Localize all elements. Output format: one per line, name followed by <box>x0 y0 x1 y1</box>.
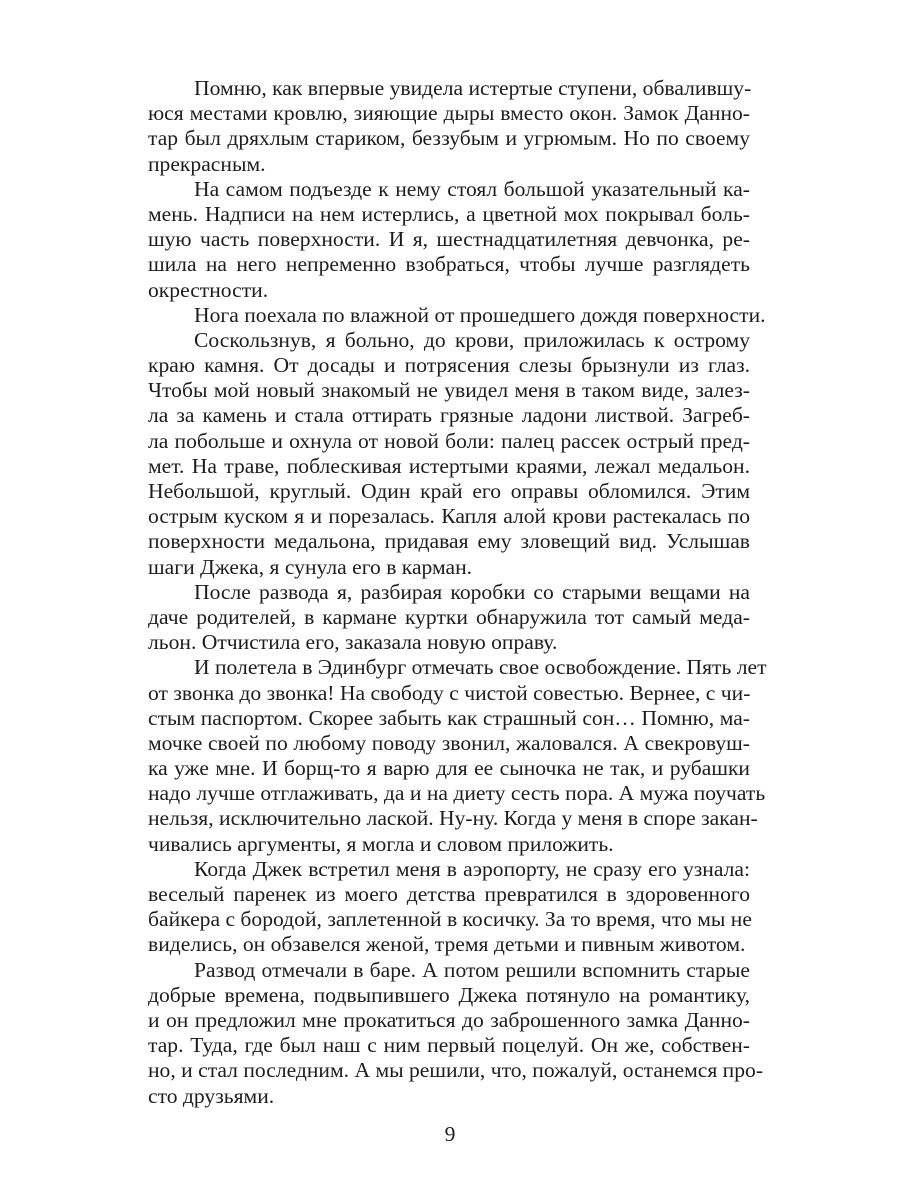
text-line: стым паспортом. Скорее забыть как страшный сон… Помню, ма- <box>148 705 750 730</box>
text-line: веселый паренек из моего детства превратился в здоровенного <box>148 882 750 906</box>
paragraph <box>148 302 766 328</box>
text-line: юся местами кровлю, зияющие дыры вместо окон. Замок Данно- <box>148 101 750 126</box>
text-line: поверхности медальона, придавая ему зловещий вид. Услышав <box>148 529 750 554</box>
text-line: Развод отмечали в баре. А потом решили вспомнить старые <box>194 957 750 982</box>
paragraph <box>148 655 767 857</box>
text-line: Помню, как впервые увидела истертые ступени, обвалившу- <box>194 76 752 100</box>
text-line: мень. Надписи на нем истерлись, а цветной мох покрывал боль- <box>148 201 750 226</box>
text-line: Чтобы мой новый знакомый не увидел меня в таком виде, залез- <box>148 378 750 403</box>
text-line: краю камня. От досады и потрясения слезы брызнули из глаз. <box>148 353 750 378</box>
body-text <box>148 76 767 1109</box>
text-line: нельзя, исключительно лаской. Ну-ну. Когда у меня в споре закан- <box>148 806 758 831</box>
text-line: И полетела в Эдинбург отмечать свое освобождение. Пять лет <box>194 655 767 680</box>
text-line: но, и стал последним. А мы решили, что, пожалуй, останемся про- <box>148 1058 764 1083</box>
text-line: шила на него непременно взобраться, чтобы лучше разглядеть <box>148 252 750 277</box>
text-line: чивались аргументы, я могла и словом приложить. <box>148 831 614 856</box>
text-line: На самом подъезде к нему стоял большой указательный ка- <box>194 176 750 201</box>
text-line: прекрасным. <box>148 151 266 176</box>
text-line: байкера с бородой, заплетенной в косичку. За то время, что мы не <box>148 907 752 932</box>
text-line: Соскользнув, я больно, до крови, приложилась к острому <box>194 327 750 352</box>
paragraph <box>148 580 750 656</box>
paragraph <box>148 857 750 958</box>
paragraph <box>148 76 750 177</box>
text-line: виделись, он обзавелся женой, тремя детьми и пивным животом. <box>148 932 746 957</box>
text-line: ла побольше и охнула от новой боли: палец рассек острый пред- <box>148 428 750 453</box>
text-line: тар был дряхлым стариком, беззубым и угрюмым. Но по своему <box>148 126 750 151</box>
text-line: и он предложил мне прокатиться до заброшенного замка Данно- <box>148 1007 750 1032</box>
text-line: Когда Джек встретил меня в аэропорту, не сразу его узнала: <box>194 856 750 881</box>
paragraph <box>148 328 750 580</box>
text-line: даче родителей, в кармане куртки обнаружила тот самый меда- <box>148 604 750 629</box>
text-line: ла за камень и стала оттирать грязные ладони листвой. Загреб- <box>148 403 750 428</box>
text-line: Небольшой, круглый. Один край его оправы обломился. Этим <box>148 479 750 503</box>
text-line: шаги Джека, я сунула его в карман. <box>148 554 473 579</box>
text-line: окрестности. <box>148 277 269 302</box>
text-line: мет. На траве, поблескивая истертыми краями, лежал медальон. <box>148 453 750 478</box>
paragraph <box>148 957 764 1109</box>
text-line: ка уже мне. И борщ-то я варю для ее сыночка не так, и рубашки <box>148 756 750 781</box>
text-line: Нога поехала по влажной от прошедшего дождя поверхности. <box>194 302 766 327</box>
text-line: мочке своей по любому поводу звонил, жаловался. А свекровуш- <box>148 730 750 755</box>
text-line: сто друзьями. <box>148 1083 275 1108</box>
text-line: После развода я, разбирая коробки со старыми вещами на <box>194 579 750 604</box>
text-line: острым куском я и порезалась. Капля алой крови растекалась по <box>148 504 750 529</box>
text-line: льон. Отчистила его, заказала новую оправу. <box>148 630 558 655</box>
text-line: шую часть поверхности. И я, шестнадцатилетняя девчонка, ре- <box>148 227 750 252</box>
paragraph <box>148 177 750 303</box>
text-line: тар. Туда, где был наш с ним первый поцелуй. Он же, собствен- <box>148 1033 750 1058</box>
text-line: добрые времена, подвыпившего Джека потянуло на романтику, <box>148 982 750 1007</box>
page-number: 9 <box>444 1122 456 1146</box>
text-line: надо лучше отглаживать, да и на диету сесть пора. А мужа поучать <box>148 781 766 806</box>
text-line: от звонка до звонка! На свободу с чистой совестью. Вернее, с чи- <box>148 680 751 705</box>
